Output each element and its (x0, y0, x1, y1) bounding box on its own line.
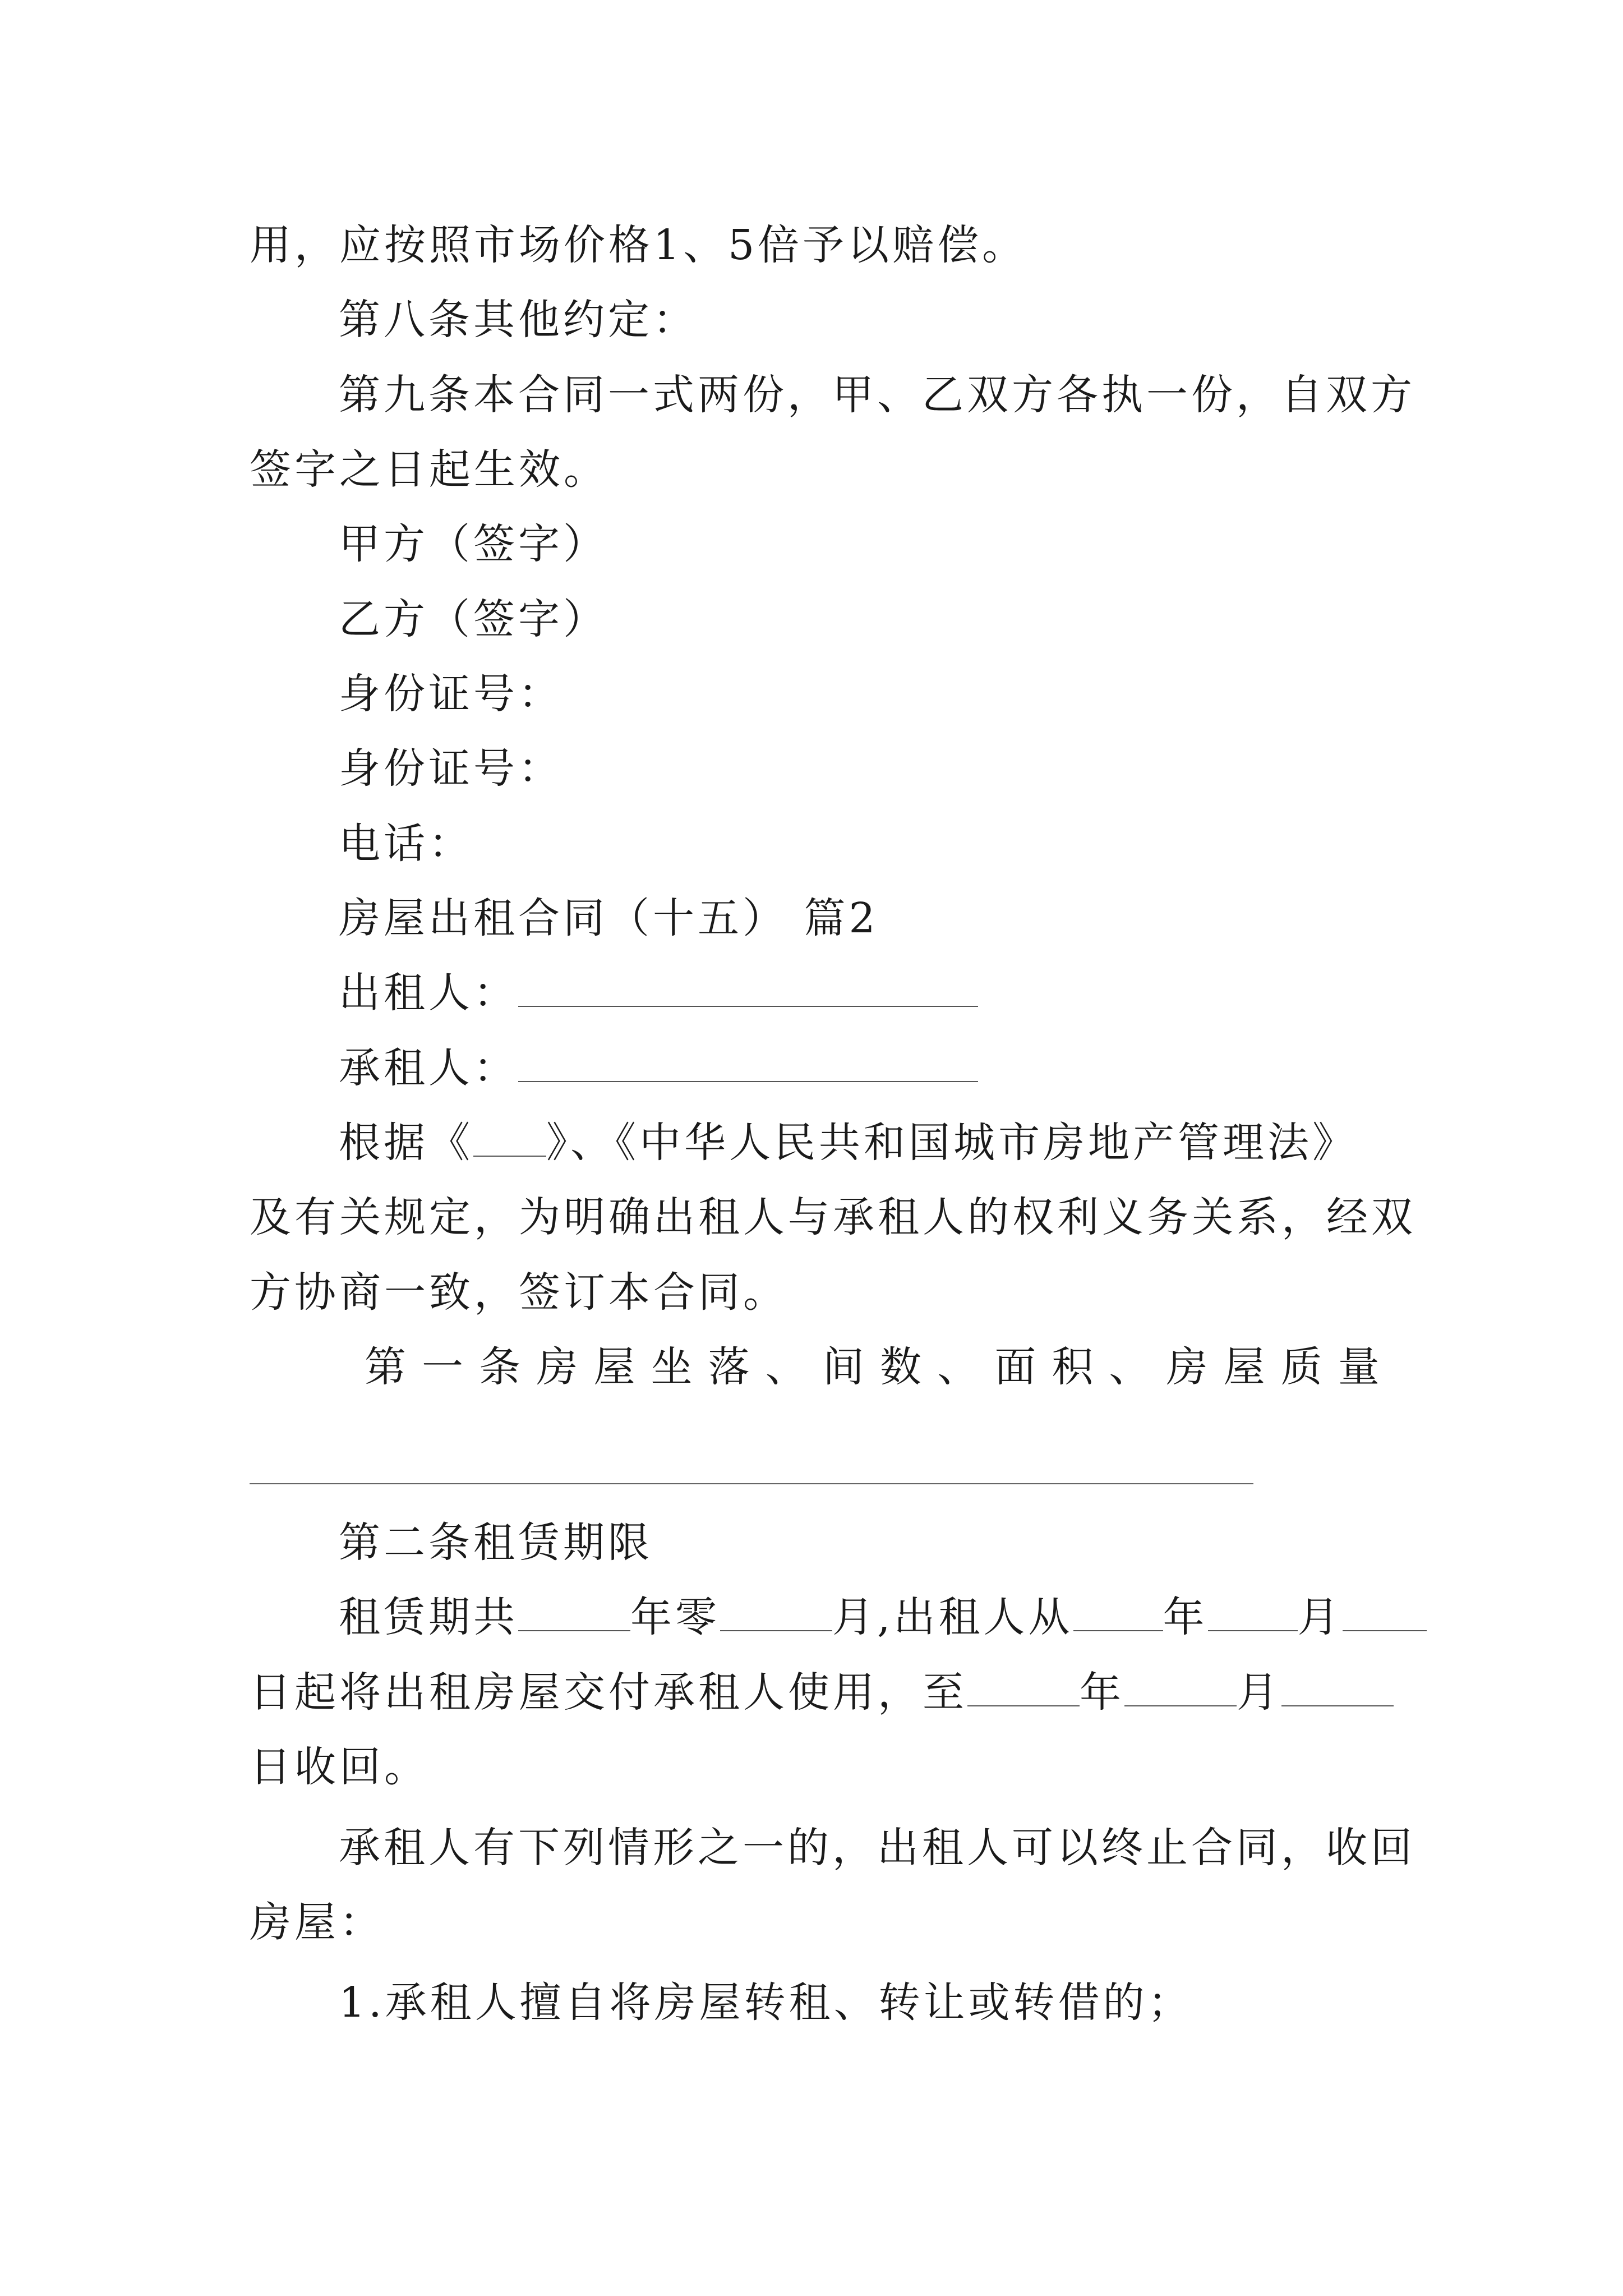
heading-char: 、 (937, 1343, 979, 1391)
paragraph-line: 房屋： (250, 1898, 384, 1947)
lessor-line (339, 959, 978, 1027)
lessee-blank (518, 1044, 978, 1082)
text-segment: 年零 (630, 1593, 720, 1641)
text-segment: 年 (1163, 1593, 1208, 1641)
heading-char: 条 (479, 1343, 521, 1391)
lessor-blank (518, 969, 978, 1007)
heading-char: 第 (365, 1343, 406, 1391)
signature-line-party-a: 甲方（签字） (339, 520, 608, 568)
heading-char: 屋 (593, 1343, 635, 1391)
start-month-blank (1208, 1593, 1298, 1631)
end-day-blank (1281, 1668, 1394, 1706)
paragraph-line: 用，应按照市场价格1、5倍予以赔偿。 (250, 221, 1027, 269)
heading-char: 一 (422, 1343, 464, 1391)
article-heading: 第八条其他约定： (339, 296, 698, 344)
heading-char: 量 (1338, 1343, 1380, 1391)
phone-line: 电话： (339, 820, 473, 868)
text-segment: 日起将出租房屋交付承租人使用，至 (250, 1668, 967, 1717)
id-number-line: 身份证号： (339, 744, 563, 793)
text-segment: 月 (1297, 1593, 1343, 1641)
article-one-heading (365, 1333, 1380, 1401)
text-segment: 年 (1080, 1668, 1124, 1717)
text-segment: 租赁期共 (339, 1593, 518, 1641)
heading-char: 落 (708, 1343, 750, 1391)
heading-char: 坐 (651, 1343, 693, 1391)
fill-in-rule (250, 1483, 1253, 1484)
heading-char: 间 (822, 1343, 864, 1391)
paragraph-line: 及有关规定，为明确出租人与承租人的权利义务关系，经双 (250, 1193, 1416, 1241)
lease-term-line (339, 1584, 1427, 1651)
paragraph-line: 签字之日起生效。 (250, 445, 608, 494)
paragraph-line: 承租人有下列情形之一的，出租人可以终止合同，收回 (339, 1824, 1415, 1872)
paragraph-line: 日收回。 (250, 1743, 429, 1791)
months-blank (720, 1593, 832, 1631)
heading-char: 屋 (1223, 1343, 1265, 1391)
start-year-blank (1073, 1593, 1163, 1631)
start-day-blank (1343, 1593, 1427, 1631)
paragraph-line: 第九条本合同一式两份，甲、乙双方各执一份，自双方 (339, 371, 1415, 419)
heading-char: 质 (1280, 1343, 1322, 1391)
end-year-blank (967, 1668, 1080, 1706)
end-month-blank (1124, 1668, 1237, 1706)
article-heading: 第二条租赁期限 (339, 1519, 653, 1567)
heading-char: 、 (1109, 1343, 1151, 1391)
law-name-blank (473, 1119, 546, 1157)
text-segment: 根据《 (339, 1119, 473, 1167)
lessee-label: 承租人： (339, 1044, 518, 1092)
paragraph-line: 方协商一致，签订本合同。 (250, 1268, 788, 1317)
lease-term-line (250, 1659, 1394, 1726)
paragraph-line (339, 1109, 1357, 1176)
section-title: 房屋出租合同（十五） 篇2 (339, 894, 879, 942)
text-segment: 月 (1237, 1668, 1281, 1717)
heading-char: 房 (536, 1343, 578, 1391)
list-item: 1.承租人擅自将房屋转租、转让或转借的； (339, 1978, 1193, 2027)
years-blank (518, 1593, 630, 1631)
signature-line-party-b: 乙方（签字） (339, 595, 608, 643)
id-number-line: 身份证号： (339, 670, 563, 718)
heading-char: 数 (879, 1343, 921, 1391)
lessor-label: 出租人： (339, 969, 518, 1017)
heading-char: 、 (765, 1343, 807, 1391)
heading-char: 房 (1166, 1343, 1208, 1391)
lessee-line (339, 1034, 978, 1102)
heading-char: 面 (994, 1343, 1036, 1391)
text-segment: 》、《中华人民共和国城市房地产管理法》 (546, 1119, 1357, 1167)
heading-char: 积 (1052, 1343, 1094, 1391)
text-segment: 月,出租人从 (832, 1593, 1073, 1641)
